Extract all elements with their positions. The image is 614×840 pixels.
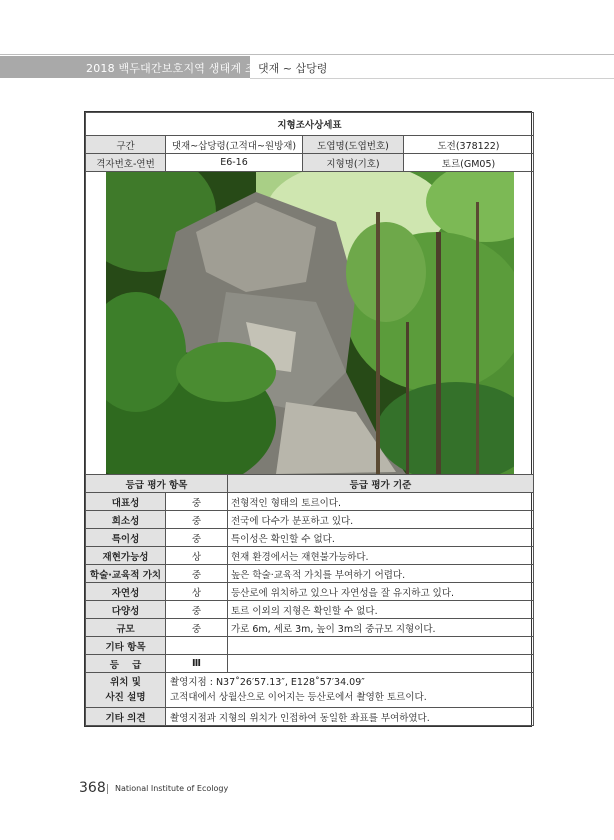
eval-row xyxy=(86,493,534,511)
header-underline xyxy=(250,78,614,79)
eval-item: 대표성 xyxy=(86,493,166,511)
landform-value: 토르(GM05) xyxy=(404,154,534,172)
location-label-line2: 사진 설명 xyxy=(105,692,146,703)
eval-item-header: 등급 평가 항목 xyxy=(86,475,228,493)
eval-row xyxy=(86,619,534,637)
organization-name: National Institute of Ecology xyxy=(115,784,229,793)
eval-row xyxy=(86,637,534,655)
photo-cell xyxy=(86,172,534,475)
eval-item: 희소성 xyxy=(86,511,166,529)
location-label-line1: 위치 및 xyxy=(110,677,141,688)
eval-item: 규모 xyxy=(86,619,166,637)
location-label xyxy=(86,673,166,708)
eval-grade xyxy=(166,637,228,655)
eval-criteria: 등산로에 위치하고 있으나 자연성을 잘 유지하고 있다. xyxy=(228,583,534,601)
running-title: 2018 백두대간보호지역 생태계 조사 xyxy=(86,62,267,75)
eval-row xyxy=(86,655,534,673)
eval-grade: 중 xyxy=(166,601,228,619)
footer-separator xyxy=(107,784,108,794)
eval-grade: 중 xyxy=(166,565,228,583)
section-title: 댓재 ~ 삽당령 xyxy=(258,62,328,75)
eval-item: 기타 항목 xyxy=(86,637,166,655)
eval-criteria: 높은 학술·교육적 가치를 부여하기 어렵다. xyxy=(228,565,534,583)
eval-grade: 중 xyxy=(166,511,228,529)
eval-row xyxy=(86,565,534,583)
sheet-title: 지형조사상세표 xyxy=(86,113,534,136)
survey-sheet xyxy=(84,111,532,727)
landform-label: 지형명(기호) xyxy=(303,154,404,172)
map-label: 도엽명(도엽번호) xyxy=(303,136,404,154)
eval-item: 다양성 xyxy=(86,601,166,619)
eval-row xyxy=(86,511,534,529)
grid-value: E6-16 xyxy=(166,154,303,172)
location-coordinates: 촬영지점 : N37˚26′57.13″, E128˚57′34.09″ xyxy=(170,677,365,688)
eval-grade: 중 xyxy=(166,619,228,637)
other-text: 촬영지점과 지형의 위치가 인접하여 동일한 좌표를 부여하였다. xyxy=(166,708,534,726)
section-value: 댓재~삽당령(고적대~원방재) xyxy=(166,136,303,154)
location-text xyxy=(166,673,534,708)
eval-criteria: 전국에 다수가 분포하고 있다. xyxy=(228,511,534,529)
section-label: 구간 xyxy=(86,136,166,154)
other-label: 기타 의견 xyxy=(86,708,166,726)
eval-item: 학술·교육적 가치 xyxy=(86,565,166,583)
eval-grade: 중 xyxy=(166,529,228,547)
eval-grade: 상 xyxy=(166,583,228,601)
eval-row xyxy=(86,547,534,565)
eval-criteria: 가로 6m, 세로 3m, 높이 3m의 중규모 지형이다. xyxy=(228,619,534,637)
sheet-table xyxy=(85,112,534,726)
page-number: 368 xyxy=(79,780,106,796)
grid-label: 격자번호-연번 xyxy=(86,154,166,172)
eval-row xyxy=(86,529,534,547)
eval-row xyxy=(86,583,534,601)
location-description: 고적대에서 상월산으로 이어지는 등산로에서 촬영한 토르이다. xyxy=(170,692,427,703)
eval-item: 특이성 xyxy=(86,529,166,547)
eval-criteria: 특이성은 확인할 수 없다. xyxy=(228,529,534,547)
eval-item: 자연성 xyxy=(86,583,166,601)
eval-criteria: 현재 환경에서는 재현불가능하다. xyxy=(228,547,534,565)
header-rule xyxy=(0,54,614,55)
eval-grade: 상 xyxy=(166,547,228,565)
map-value: 도전(378122) xyxy=(404,136,534,154)
eval-item: 등 급 xyxy=(86,655,166,673)
eval-item: 재현가능성 xyxy=(86,547,166,565)
forest-rock-tor-photo xyxy=(106,172,514,474)
eval-criteria xyxy=(228,655,534,673)
eval-criteria: 토르 이외의 지형은 확인할 수 없다. xyxy=(228,601,534,619)
eval-criteria: 전형적인 형태의 토르이다. xyxy=(228,493,534,511)
eval-criteria xyxy=(228,637,534,655)
eval-row xyxy=(86,601,534,619)
eval-grade: Ⅲ xyxy=(166,655,228,673)
eval-criteria-header: 등급 평가 기준 xyxy=(228,475,534,493)
eval-grade: 중 xyxy=(166,493,228,511)
